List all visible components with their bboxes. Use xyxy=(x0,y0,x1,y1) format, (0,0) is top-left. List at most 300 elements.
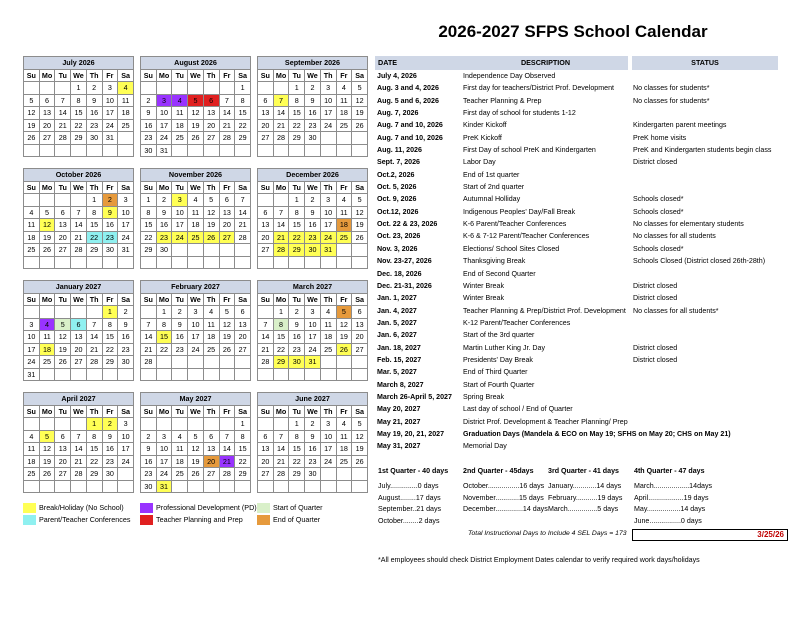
legend-swatch xyxy=(140,503,153,513)
day-cell: 28 xyxy=(258,356,274,369)
month-calendar xyxy=(23,392,134,493)
day-cell: 22 xyxy=(289,119,305,132)
legend-item xyxy=(257,503,323,513)
day-cell: 27 xyxy=(258,468,274,481)
day-cell xyxy=(55,480,71,493)
day-cell xyxy=(71,256,87,269)
event-description: Winter Break xyxy=(463,294,504,303)
day-cell: 24 xyxy=(102,119,118,132)
day-cell: 2 xyxy=(141,94,157,107)
day-cell xyxy=(219,356,235,369)
day-cell: 21 xyxy=(86,343,102,356)
day-cell: 31 xyxy=(320,244,336,257)
event-date: Aug. 7, 2026 xyxy=(377,109,419,118)
day-cell xyxy=(118,132,134,145)
day-cell: 25 xyxy=(188,231,204,244)
quarter-month-days: July..............0 days xyxy=(378,482,439,490)
day-cell xyxy=(258,368,274,381)
day-cell: 1 xyxy=(235,82,251,95)
event-date: Aug. 7 and 10, 2026 xyxy=(377,133,443,142)
event-row xyxy=(375,329,780,341)
day-cell xyxy=(102,256,118,269)
day-cell xyxy=(118,256,134,269)
events-header-date: DATE xyxy=(375,56,463,70)
day-cell xyxy=(39,82,55,95)
footnote: *All employees should check District Employment Dates calendar to verify required work days/holidays xyxy=(378,556,700,564)
day-cell xyxy=(188,256,204,269)
day-cell: 29 xyxy=(235,468,251,481)
day-cell xyxy=(71,480,87,493)
legend-label: Start of Quarter xyxy=(273,503,323,512)
day-cell: 16 xyxy=(141,455,157,468)
event-date: Oct. 22 & 23, 2026 xyxy=(377,220,438,229)
weekday-header: Fr xyxy=(102,293,118,306)
day-cell: 2 xyxy=(156,194,172,207)
day-cell: 13 xyxy=(39,107,55,120)
day-cell: 4 xyxy=(336,194,352,207)
weekday-header: Sa xyxy=(235,69,251,82)
day-cell xyxy=(118,144,134,157)
weekday-header: We xyxy=(71,293,87,306)
quarter-month-days: August........17 days xyxy=(378,493,441,502)
day-cell: 12 xyxy=(352,430,368,443)
day-cell xyxy=(39,256,55,269)
weekday-header: Fr xyxy=(219,293,235,306)
event-row xyxy=(375,230,780,242)
day-cell: 26 xyxy=(39,468,55,481)
weekday-header: Th xyxy=(320,293,336,306)
event-description: Winter Break xyxy=(463,281,504,290)
day-cell xyxy=(352,144,368,157)
day-cell xyxy=(71,194,87,207)
quarter-month-days: March..................14days xyxy=(634,482,713,490)
day-cell: 10 xyxy=(24,331,40,344)
day-cell: 1 xyxy=(289,82,305,95)
day-cell: 9 xyxy=(86,94,102,107)
weekday-header: Su xyxy=(24,181,40,194)
weekday-header: Th xyxy=(320,69,336,82)
weekday-header: Mo xyxy=(156,69,172,82)
event-status: No classes for all students* xyxy=(633,306,719,315)
day-cell: 7 xyxy=(55,94,71,107)
day-cell: 15 xyxy=(156,331,172,344)
day-cell xyxy=(219,244,235,257)
month-name: November 2026 xyxy=(141,169,251,182)
event-description: K-6 & 7-12 Parent/Teacher Conferences xyxy=(463,232,590,241)
day-cell: 12 xyxy=(39,219,55,232)
day-cell: 29 xyxy=(86,244,102,257)
day-cell: 17 xyxy=(156,119,172,132)
day-cell: 13 xyxy=(235,318,251,331)
month-calendar xyxy=(140,56,251,157)
day-cell: 8 xyxy=(102,318,118,331)
weekday-header: We xyxy=(71,69,87,82)
day-cell xyxy=(273,480,289,493)
event-status: District closed xyxy=(633,355,678,364)
events-header-status: STATUS xyxy=(632,56,778,70)
day-cell xyxy=(219,82,235,95)
day-cell: 4 xyxy=(188,194,204,207)
event-description: End of Second Quarter xyxy=(463,269,536,278)
day-cell: 22 xyxy=(86,455,102,468)
event-date: Oct. 23, 2026 xyxy=(377,232,421,241)
day-cell: 16 xyxy=(141,119,157,132)
day-cell: 3 xyxy=(102,82,118,95)
day-cell: 3 xyxy=(305,306,321,319)
day-cell xyxy=(305,144,321,157)
day-cell: 4 xyxy=(320,306,336,319)
day-cell: 11 xyxy=(203,318,219,331)
day-cell: 17 xyxy=(102,107,118,120)
day-cell: 24 xyxy=(320,455,336,468)
day-cell: 18 xyxy=(172,455,188,468)
day-cell xyxy=(156,418,172,431)
weekday-header: Fr xyxy=(336,69,352,82)
weekday-header: Sa xyxy=(235,293,251,306)
day-cell: 29 xyxy=(273,356,289,369)
day-cell: 14 xyxy=(258,331,274,344)
weekday-header: Su xyxy=(258,181,274,194)
day-cell xyxy=(203,244,219,257)
day-cell: 15 xyxy=(141,219,157,232)
day-cell xyxy=(203,82,219,95)
weekday-header: We xyxy=(188,69,204,82)
day-cell: 15 xyxy=(71,107,87,120)
day-cell: 1 xyxy=(156,306,172,319)
day-cell: 8 xyxy=(273,318,289,331)
day-cell xyxy=(24,144,40,157)
day-cell: 7 xyxy=(258,318,274,331)
day-cell: 28 xyxy=(141,356,157,369)
day-cell: 29 xyxy=(289,468,305,481)
day-cell xyxy=(55,256,71,269)
day-cell: 2 xyxy=(172,306,188,319)
event-date: May 31, 2027 xyxy=(377,442,421,451)
day-cell: 9 xyxy=(305,430,321,443)
day-cell xyxy=(172,144,188,157)
month-calendar xyxy=(257,56,368,157)
day-cell: 23 xyxy=(141,468,157,481)
day-cell xyxy=(258,82,274,95)
event-row xyxy=(375,366,780,378)
day-cell: 19 xyxy=(219,331,235,344)
day-cell: 23 xyxy=(305,455,321,468)
day-cell: 15 xyxy=(235,443,251,456)
day-cell: 15 xyxy=(86,219,102,232)
day-cell: 29 xyxy=(86,468,102,481)
day-cell: 22 xyxy=(235,119,251,132)
day-cell xyxy=(305,480,321,493)
day-cell xyxy=(305,368,321,381)
day-cell: 5 xyxy=(352,418,368,431)
weekday-header: Th xyxy=(86,293,102,306)
day-cell: 27 xyxy=(203,132,219,145)
day-cell: 16 xyxy=(305,107,321,120)
day-cell: 13 xyxy=(203,443,219,456)
weekday-header: Fr xyxy=(219,405,235,418)
day-cell: 7 xyxy=(71,206,87,219)
day-cell: 15 xyxy=(102,331,118,344)
day-cell xyxy=(258,480,274,493)
day-cell: 9 xyxy=(102,206,118,219)
day-cell: 5 xyxy=(219,306,235,319)
month-name: February 2027 xyxy=(141,281,251,294)
day-cell: 12 xyxy=(336,318,352,331)
event-status: No classes for all students xyxy=(633,232,716,241)
event-date: Jan. 5, 2027 xyxy=(377,318,417,327)
day-cell: 22 xyxy=(71,119,87,132)
day-cell: 24 xyxy=(156,132,172,145)
day-cell: 18 xyxy=(24,455,40,468)
day-cell: 5 xyxy=(352,194,368,207)
day-cell xyxy=(235,368,251,381)
day-cell xyxy=(203,256,219,269)
day-cell: 19 xyxy=(39,231,55,244)
day-cell: 11 xyxy=(24,219,40,232)
day-cell: 8 xyxy=(289,206,305,219)
event-date: Oct.12, 2026 xyxy=(377,207,419,216)
day-cell: 22 xyxy=(289,455,305,468)
weekday-header: Fr xyxy=(219,69,235,82)
day-cell: 24 xyxy=(118,231,134,244)
day-cell: 23 xyxy=(305,231,321,244)
day-cell: 3 xyxy=(118,194,134,207)
quarter-month-days: May.................14 days xyxy=(634,505,706,513)
day-cell: 6 xyxy=(203,430,219,443)
event-description: Indigenous Peoples' Day/Fall Break xyxy=(463,207,576,216)
weekday-header: Mo xyxy=(156,181,172,194)
day-cell: 20 xyxy=(55,455,71,468)
day-cell xyxy=(289,144,305,157)
day-cell xyxy=(273,144,289,157)
event-row xyxy=(375,156,780,168)
event-date: Feb. 15, 2027 xyxy=(377,355,422,364)
day-cell: 15 xyxy=(289,443,305,456)
day-cell: 19 xyxy=(39,455,55,468)
event-row xyxy=(375,440,780,452)
day-cell: 5 xyxy=(352,82,368,95)
day-cell: 30 xyxy=(289,356,305,369)
legend-label: End of Quarter xyxy=(273,515,321,524)
month-name: June 2027 xyxy=(258,393,368,406)
day-cell: 20 xyxy=(71,343,87,356)
event-description: First Day of school PreK and Kindergarten xyxy=(463,146,596,155)
day-cell: 9 xyxy=(172,318,188,331)
day-cell: 23 xyxy=(305,119,321,132)
day-cell: 11 xyxy=(320,318,336,331)
day-cell: 21 xyxy=(273,231,289,244)
day-cell: 10 xyxy=(156,443,172,456)
day-cell: 26 xyxy=(39,244,55,257)
day-cell xyxy=(219,256,235,269)
event-date: May 20, 2027 xyxy=(377,405,421,414)
revision-date: 3/25/26 xyxy=(632,529,788,541)
day-cell xyxy=(86,256,102,269)
weekday-header: Tu xyxy=(55,69,71,82)
day-cell: 16 xyxy=(86,107,102,120)
day-cell: 15 xyxy=(273,331,289,344)
day-cell xyxy=(258,306,274,319)
month-name: October 2026 xyxy=(24,169,134,182)
day-cell xyxy=(352,244,368,257)
weekday-header: Tu xyxy=(55,405,71,418)
day-cell xyxy=(102,368,118,381)
day-cell: 25 xyxy=(320,343,336,356)
weekday-header: Su xyxy=(141,69,157,82)
event-date: Oct.2, 2026 xyxy=(377,170,415,179)
event-date: Nov. 23-27, 2026 xyxy=(377,257,432,266)
weekday-header: Mo xyxy=(39,69,55,82)
day-cell: 12 xyxy=(24,107,40,120)
day-cell xyxy=(258,418,274,431)
day-cell: 25 xyxy=(336,455,352,468)
day-cell: 21 xyxy=(219,455,235,468)
day-cell: 24 xyxy=(305,343,321,356)
quarter-month-days: February...........19 days xyxy=(548,493,623,502)
day-cell: 10 xyxy=(118,430,134,443)
day-cell: 12 xyxy=(39,443,55,456)
event-date: Oct. 9, 2026 xyxy=(377,195,417,204)
day-cell: 25 xyxy=(39,356,55,369)
legend-label: Break/Holiday (No School) xyxy=(39,503,124,512)
day-cell: 19 xyxy=(352,443,368,456)
day-cell: 5 xyxy=(39,206,55,219)
day-cell xyxy=(235,256,251,269)
day-cell xyxy=(235,480,251,493)
event-description: Teacher Planning & Prep/District Prof. Development xyxy=(463,306,626,315)
weekday-header: Sa xyxy=(118,181,134,194)
legend-swatch xyxy=(257,515,270,525)
day-cell xyxy=(55,418,71,431)
quarter-month-days: December..............14 days xyxy=(463,505,548,513)
day-cell: 7 xyxy=(219,94,235,107)
weekday-header: Su xyxy=(141,293,157,306)
event-date: March 8, 2027 xyxy=(377,380,424,389)
event-status: Schools closed* xyxy=(633,195,684,204)
day-cell: 4 xyxy=(172,430,188,443)
day-cell: 7 xyxy=(273,206,289,219)
day-cell: 1 xyxy=(141,194,157,207)
day-cell xyxy=(39,418,55,431)
day-cell: 30 xyxy=(305,244,321,257)
day-cell xyxy=(24,194,40,207)
month-name: August 2026 xyxy=(141,57,251,70)
day-cell xyxy=(24,418,40,431)
day-cell: 26 xyxy=(352,231,368,244)
day-cell: 6 xyxy=(352,306,368,319)
event-status: PreK and Kindergarten students begin class xyxy=(633,146,772,155)
month-calendar xyxy=(140,392,251,493)
weekday-header: Th xyxy=(86,405,102,418)
day-cell: 18 xyxy=(39,343,55,356)
day-cell: 18 xyxy=(320,331,336,344)
day-cell: 26 xyxy=(188,468,204,481)
day-cell: 30 xyxy=(141,480,157,493)
weekday-header: Sa xyxy=(118,405,134,418)
day-cell: 26 xyxy=(219,343,235,356)
event-row xyxy=(375,169,780,181)
day-cell: 28 xyxy=(219,468,235,481)
day-cell: 31 xyxy=(24,368,40,381)
day-cell xyxy=(289,368,305,381)
day-cell: 23 xyxy=(156,231,172,244)
event-description: K-6 Parent/Teacher Conferences xyxy=(463,220,567,229)
day-cell: 4 xyxy=(24,206,40,219)
day-cell: 5 xyxy=(55,318,71,331)
day-cell: 6 xyxy=(55,430,71,443)
day-cell xyxy=(258,194,274,207)
day-cell: 28 xyxy=(273,468,289,481)
day-cell: 21 xyxy=(55,119,71,132)
day-cell: 29 xyxy=(141,244,157,257)
weekday-header: Tu xyxy=(172,181,188,194)
day-cell xyxy=(55,306,71,319)
weekday-header: Fr xyxy=(102,405,118,418)
day-cell xyxy=(172,418,188,431)
day-cell xyxy=(289,256,305,269)
weekday-header: Mo xyxy=(273,69,289,82)
day-cell: 11 xyxy=(172,107,188,120)
day-cell: 11 xyxy=(172,443,188,456)
day-cell: 12 xyxy=(203,206,219,219)
day-cell: 7 xyxy=(141,318,157,331)
day-cell: 30 xyxy=(305,468,321,481)
day-cell xyxy=(320,256,336,269)
event-row xyxy=(375,107,780,119)
day-cell: 20 xyxy=(235,331,251,344)
day-cell: 13 xyxy=(352,318,368,331)
day-cell: 31 xyxy=(156,144,172,157)
day-cell: 14 xyxy=(141,331,157,344)
day-cell: 26 xyxy=(203,231,219,244)
day-cell xyxy=(172,356,188,369)
day-cell xyxy=(39,306,55,319)
weekday-header: Tu xyxy=(55,293,71,306)
day-cell xyxy=(336,480,352,493)
weekday-header: Su xyxy=(24,69,40,82)
day-cell: 10 xyxy=(188,318,204,331)
day-cell xyxy=(188,82,204,95)
day-cell xyxy=(352,256,368,269)
day-cell: 1 xyxy=(86,194,102,207)
day-cell xyxy=(172,256,188,269)
day-cell: 30 xyxy=(102,468,118,481)
event-date: May 21, 2027 xyxy=(377,417,421,426)
day-cell: 16 xyxy=(102,443,118,456)
day-cell: 13 xyxy=(55,443,71,456)
day-cell: 6 xyxy=(258,206,274,219)
day-cell: 1 xyxy=(273,306,289,319)
day-cell: 12 xyxy=(352,94,368,107)
day-cell: 21 xyxy=(273,119,289,132)
day-cell xyxy=(141,256,157,269)
quarter-row xyxy=(378,516,788,528)
day-cell xyxy=(156,356,172,369)
day-cell: 18 xyxy=(203,331,219,344)
event-description: Start of the 3rd quarter xyxy=(463,331,535,340)
day-cell xyxy=(141,418,157,431)
day-cell: 10 xyxy=(118,206,134,219)
day-cell xyxy=(71,144,87,157)
day-cell: 13 xyxy=(258,443,274,456)
event-description: Memorial Day xyxy=(463,442,507,451)
event-row xyxy=(375,82,780,94)
day-cell: 20 xyxy=(219,219,235,232)
day-cell: 9 xyxy=(156,206,172,219)
day-cell: 3 xyxy=(320,418,336,431)
day-cell: 1 xyxy=(289,418,305,431)
day-cell: 17 xyxy=(305,331,321,344)
